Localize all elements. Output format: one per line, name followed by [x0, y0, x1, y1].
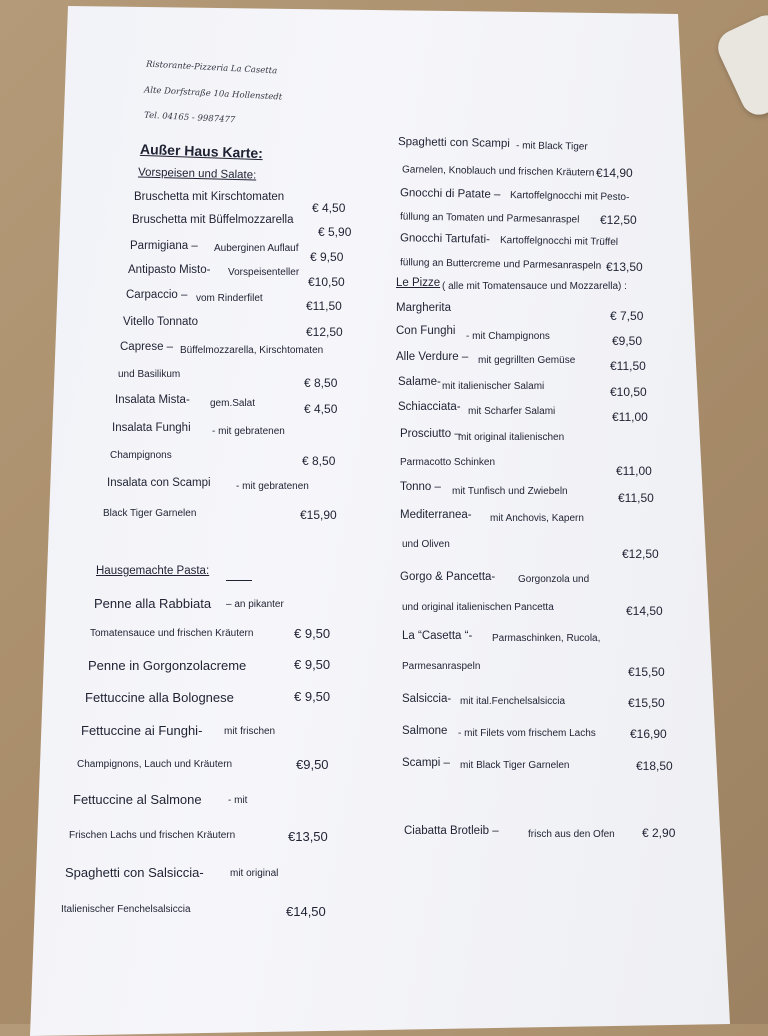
item-name: Scampi – — [402, 757, 450, 769]
bread-name: Ciabatta Brotleib – — [404, 825, 499, 837]
pizza-heading: Le Pizze — [396, 277, 441, 289]
item-description: Italienischer Fenchelsalsiccia — [61, 904, 191, 915]
item-price: € 9,50 — [310, 250, 344, 264]
item-description: füllung an Tomaten und Parmesanraspel — [399, 211, 580, 226]
heading-underline — [226, 580, 252, 581]
item-name: Salame- — [398, 376, 441, 388]
item-price: €11,50 — [618, 491, 654, 505]
item-description: Champignons — [110, 450, 172, 461]
item-description: mit italienischer Salami — [442, 381, 545, 392]
item-name: Tonno – — [400, 481, 441, 493]
item-price: €13,50 — [288, 829, 328, 844]
item-name: Fettuccine al Salmone — [73, 792, 202, 807]
item-description: mit Anchovis, Kapern — [490, 513, 584, 524]
item-description: und Oliven — [402, 539, 450, 550]
item-name: Antipasto Misto- — [128, 264, 211, 276]
item-price: €12,50 — [622, 547, 659, 561]
item-price: €15,90 — [300, 508, 337, 522]
item-description: - mit Filets vom frischem Lachs — [458, 728, 596, 739]
item-name: Spaghetti con Salsiccia- — [65, 865, 204, 880]
item-price: €14,90 — [596, 166, 633, 180]
item-price: €15,50 — [628, 696, 665, 710]
starters-heading: Vorspeisen und Salate: — [137, 166, 257, 182]
item-price: € 9,50 — [294, 626, 331, 641]
item-description: Black Tiger Garnelen — [103, 508, 197, 519]
item-description: Büffelmozzarella, Kirschtomaten — [180, 345, 324, 356]
item-name: Prosciutto – — [400, 428, 461, 440]
item-name: Margherita — [396, 302, 451, 314]
item-price: €11,00 — [616, 464, 652, 478]
item-price: € 7,50 — [610, 309, 644, 323]
item-name: Fettuccine alla Bolognese — [85, 690, 234, 705]
item-name: Gnocchi Tartufati- — [399, 232, 491, 246]
item-description: Auberginen Auflauf — [214, 243, 299, 254]
item-description: Kartoffelgnocchi mit Trüffel — [499, 234, 619, 249]
bread-description: frisch aus den Ofen — [528, 829, 615, 840]
item-price: €14,50 — [286, 904, 326, 919]
item-name: Insalata Mista- — [115, 394, 190, 406]
item-description: Vorspeisenteller — [228, 267, 300, 278]
menu-title: Außer Haus Karte: — [139, 140, 264, 162]
item-description: Parmesanraspeln — [402, 661, 481, 672]
item-description: vom Rinderfilet — [196, 293, 263, 304]
item-description: - mit Black Tiger — [515, 140, 588, 153]
item-description: Garnelen, Knoblauch und frischen Kräutern — [401, 164, 595, 179]
item-name: La “Casetta “- — [402, 630, 473, 642]
item-price: €12,50 — [600, 213, 637, 227]
item-price: € 9,50 — [294, 689, 331, 704]
takeaway-menu — [30, 6, 730, 1024]
item-description: mit Black Tiger Garnelen — [460, 760, 570, 771]
item-description: - mit gebratenen — [212, 426, 285, 437]
item-name: Fettuccine ai Funghi- — [81, 723, 203, 738]
item-price: €9,50 — [296, 757, 329, 772]
pizza-note: ( alle mit Tomatensauce und Mozzarella) : — [442, 281, 627, 292]
item-name: Gnocchi di Patate – — [399, 187, 501, 201]
item-name: Caprese – — [120, 341, 174, 353]
pasta-heading: Hausgemachte Pasta: — [96, 565, 210, 577]
item-price: € 9,50 — [294, 657, 331, 672]
restaurant-phone: Tel. 04165 - 9987477 — [143, 110, 236, 126]
item-name: Alle Verdure – — [396, 351, 469, 363]
item-name: Insalata Funghi — [112, 422, 191, 434]
item-name: Con Funghi — [396, 325, 456, 337]
item-name: Salmone — [402, 725, 448, 737]
item-description: und original italienischen Pancetta — [402, 602, 554, 613]
item-description: mit Scharfer Salami — [468, 406, 556, 417]
item-price: €10,50 — [610, 385, 647, 399]
item-description: mit original — [230, 868, 279, 879]
item-name: Bruschetta mit Kirschtomaten — [134, 191, 285, 203]
item-description: und Basilikum — [118, 369, 181, 380]
item-name: Salsiccia- — [402, 693, 452, 705]
item-name: Mediterranea- — [400, 509, 472, 521]
item-description: - mit — [228, 795, 248, 806]
item-price: €12,50 — [306, 325, 343, 339]
item-description: gem.Salat — [210, 398, 256, 409]
item-price: €18,50 — [636, 759, 673, 773]
item-price: €9,50 — [612, 334, 643, 348]
item-price: €14,50 — [626, 604, 663, 618]
item-price: € 8,50 — [302, 454, 336, 468]
item-name: Bruschetta mit Büffelmozzarella — [132, 214, 294, 226]
item-description: Gorgonzola und — [518, 574, 590, 585]
item-price: €11,00 — [612, 410, 648, 424]
item-name: Insalata con Scampi — [107, 477, 211, 489]
item-price: €11,50 — [306, 299, 342, 313]
item-description: Tomatensauce und frischen Kräutern — [90, 628, 254, 639]
item-price: € 4,50 — [312, 201, 346, 215]
item-name: Carpaccio – — [126, 289, 188, 301]
item-name: Penne in Gorgonzolacreme — [88, 658, 247, 673]
item-description: Parmacotto Schinken — [400, 457, 496, 468]
item-name: Gorgo & Pancetta- — [400, 571, 496, 583]
item-name: Penne alla Rabbiata — [94, 596, 212, 611]
bread-price: € 2,90 — [642, 826, 676, 840]
item-price: €15,50 — [628, 665, 665, 679]
item-description: Frischen Lachs und frischen Kräutern — [69, 830, 236, 841]
item-price: €16,90 — [630, 727, 667, 741]
restaurant-name: Ristorante-Pizzeria La Casetta — [145, 59, 278, 77]
item-description: - mit gebratenen — [236, 481, 309, 492]
item-description: Parmaschinken, Rucola, — [492, 633, 601, 644]
item-price: €10,50 — [308, 275, 345, 289]
item-price: € 8,50 — [304, 376, 338, 390]
item-description: Champignons, Lauch und Kräutern — [77, 759, 233, 770]
item-name: Spaghetti con Scampi — [397, 136, 510, 150]
item-name: Parmigiana – — [130, 240, 198, 252]
item-price: € 4,50 — [304, 402, 338, 416]
item-price: €11,50 — [610, 359, 646, 373]
item-description: mit Tunfisch und Zwiebeln — [452, 486, 568, 497]
item-description: mit ital.Fenchelsalsiccia — [460, 696, 566, 707]
item-description: füllung an Buttercreme und Parmesanraspeln — [399, 257, 602, 272]
item-description: mit gegrillten Gemüse — [478, 355, 576, 366]
item-description: mit frischen — [224, 726, 276, 737]
restaurant-address: Alte Dorfstraße 10a Hollenstedt — [143, 85, 283, 103]
item-description: mit original italienischen — [458, 432, 565, 443]
item-name: Vitello Tonnato — [123, 316, 199, 328]
item-price: € 5,90 — [318, 225, 352, 239]
item-description: Kartoffelgnocchi mit Pesto- — [509, 189, 630, 204]
item-price: €13,50 — [606, 260, 643, 274]
item-name: Schiacciata- — [398, 401, 461, 413]
item-description: - mit Champignons — [466, 331, 550, 342]
item-description: – an pikanter — [226, 599, 284, 610]
